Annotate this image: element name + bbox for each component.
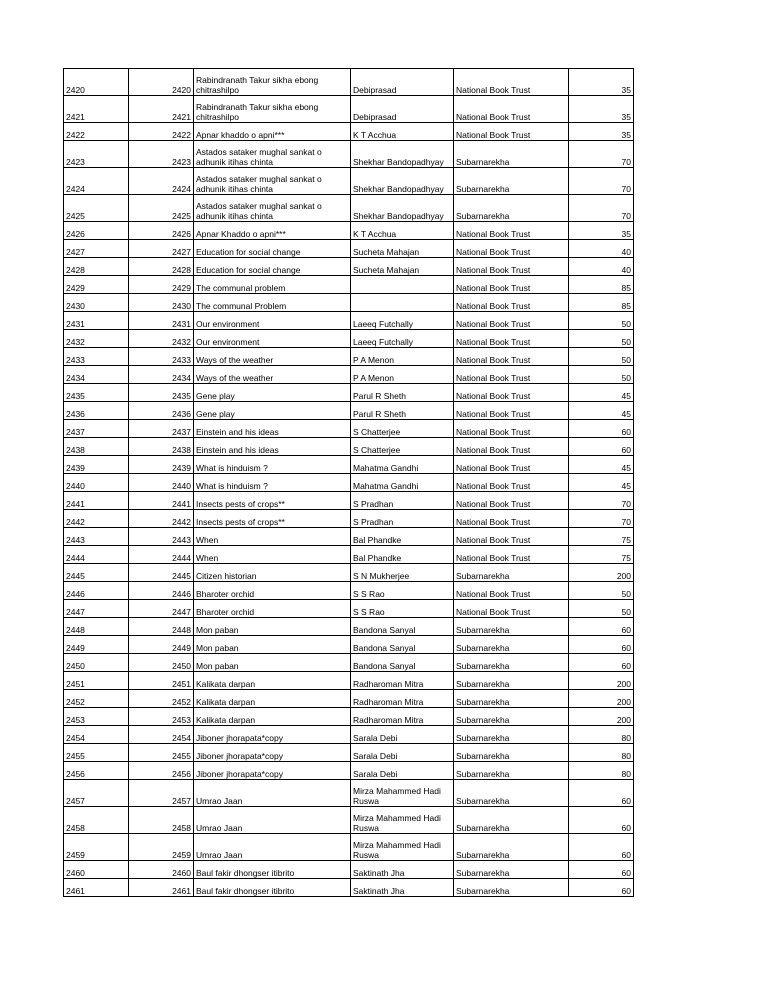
book-title-cell: Einstein and his ideas [194,420,351,438]
author-cell: S Chatterjee [351,420,454,438]
book-register-table [63,68,634,897]
author-cell: S S Rao [351,600,454,618]
serial-number-cell: 2420 [64,69,129,96]
price-cell: 50 [569,348,634,366]
serial-number-cell: 2431 [64,312,129,330]
table-row [64,384,634,402]
book-title-cell: Kalikata darpan [194,690,351,708]
book-title-cell: Ways of the weather [194,348,351,366]
accession-number-cell: 2422 [129,123,194,141]
price-cell: 50 [569,600,634,618]
publisher-cell: National Book Trust [454,456,569,474]
publisher-cell: Subarnarekha [454,879,569,897]
serial-number-cell: 2455 [64,744,129,762]
price-cell: 50 [569,330,634,348]
publisher-cell: Subarnarekha [454,672,569,690]
book-title-cell: Our environment [194,330,351,348]
accession-number-cell: 2455 [129,744,194,762]
author-cell: S N Mukherjee [351,564,454,582]
table-row [64,456,634,474]
accession-number-cell: 2432 [129,330,194,348]
author-cell: Sarala Debi [351,726,454,744]
book-title-cell: Gene play [194,402,351,420]
serial-number-cell: 2430 [64,294,129,312]
book-title-cell: Ways of the weather [194,366,351,384]
table-row [64,861,634,879]
book-title-cell: Gene play [194,384,351,402]
accession-number-cell: 2431 [129,312,194,330]
author-cell: S Pradhan [351,492,454,510]
serial-number-cell: 2424 [64,168,129,195]
book-title-cell: Education for social change [194,258,351,276]
serial-number-cell: 2458 [64,807,129,834]
table-row [64,528,634,546]
table-row [64,474,634,492]
author-cell: Parul R Sheth [351,402,454,420]
author-cell: Mirza Mahammed Hadi Ruswa [351,780,454,807]
serial-number-cell: 2425 [64,195,129,222]
table-row [64,141,634,168]
accession-number-cell: 2457 [129,780,194,807]
book-title-cell: Mon paban [194,636,351,654]
author-cell: K T Acchua [351,123,454,141]
book-title-cell: Insects pests of crops** [194,510,351,528]
accession-number-cell: 2421 [129,96,194,123]
table-row [64,690,634,708]
accession-number-cell: 2434 [129,366,194,384]
accession-number-cell: 2454 [129,726,194,744]
book-title-cell: What is hinduism ? [194,474,351,492]
author-cell: P A Menon [351,366,454,384]
table-row [64,312,634,330]
table-row [64,69,634,96]
price-cell: 70 [569,510,634,528]
table-row [64,438,634,456]
price-cell: 70 [569,141,634,168]
serial-number-cell: 2427 [64,240,129,258]
book-title-cell: Jiboner jhorapata*copy [194,762,351,780]
price-cell: 35 [569,222,634,240]
publisher-cell: National Book Trust [454,258,569,276]
price-cell: 60 [569,861,634,879]
accession-number-cell: 2458 [129,807,194,834]
table-row [64,618,634,636]
author-cell: Bandona Sanyal [351,636,454,654]
serial-number-cell: 2445 [64,564,129,582]
serial-number-cell: 2436 [64,402,129,420]
author-cell: Radharoman Mitra [351,708,454,726]
book-title-cell: Jiboner jhorapata*copy [194,726,351,744]
author-cell: K T Acchua [351,222,454,240]
serial-number-cell: 2459 [64,834,129,861]
price-cell: 60 [569,807,634,834]
accession-number-cell: 2450 [129,654,194,672]
book-title-cell: Our environment [194,312,351,330]
publisher-cell: Subarnarekha [454,744,569,762]
serial-number-cell: 2432 [64,330,129,348]
table-row [64,744,634,762]
serial-number-cell: 2439 [64,456,129,474]
publisher-cell: National Book Trust [454,582,569,600]
publisher-cell: National Book Trust [454,276,569,294]
serial-number-cell: 2457 [64,780,129,807]
serial-number-cell: 2453 [64,708,129,726]
publisher-cell: Subarnarekha [454,780,569,807]
price-cell: 70 [569,168,634,195]
publisher-cell: Subarnarekha [454,807,569,834]
serial-number-cell: 2435 [64,384,129,402]
publisher-cell: Subarnarekha [454,834,569,861]
publisher-cell: Subarnarekha [454,708,569,726]
table-row [64,564,634,582]
publisher-cell: National Book Trust [454,222,569,240]
serial-number-cell: 2423 [64,141,129,168]
serial-number-cell: 2421 [64,96,129,123]
table-row [64,636,634,654]
accession-number-cell: 2441 [129,492,194,510]
accession-number-cell: 2429 [129,276,194,294]
book-title-cell: Mon paban [194,618,351,636]
book-title-cell: Apnar khaddo o apni*** [194,123,351,141]
author-cell: Mirza Mahammed Hadi Ruswa [351,807,454,834]
price-cell: 50 [569,366,634,384]
price-cell: 35 [569,96,634,123]
book-title-cell: Kalikata darpan [194,672,351,690]
publisher-cell: National Book Trust [454,69,569,96]
accession-number-cell: 2459 [129,834,194,861]
publisher-cell: Subarnarekha [454,726,569,744]
table-row [64,168,634,195]
accession-number-cell: 2430 [129,294,194,312]
table-row [64,600,634,618]
table-row [64,546,634,564]
price-cell: 200 [569,564,634,582]
accession-number-cell: 2424 [129,168,194,195]
author-cell: S S Rao [351,582,454,600]
author-cell: Mahatma Gandhi [351,474,454,492]
book-title-cell: Umrao Jaan [194,807,351,834]
price-cell: 80 [569,726,634,744]
accession-number-cell: 2449 [129,636,194,654]
table-row [64,510,634,528]
publisher-cell: National Book Trust [454,510,569,528]
publisher-cell: National Book Trust [454,240,569,258]
publisher-cell: National Book Trust [454,474,569,492]
author-cell: Radharoman Mitra [351,672,454,690]
serial-number-cell: 2456 [64,762,129,780]
author-cell: Shekhar Bandopadhyay [351,195,454,222]
author-cell: Debiprasad [351,96,454,123]
table-row [64,780,634,807]
publisher-cell: National Book Trust [454,366,569,384]
book-title-cell: Education for social change [194,240,351,258]
publisher-cell: Subarnarekha [454,564,569,582]
publisher-cell: National Book Trust [454,384,569,402]
accession-number-cell: 2427 [129,240,194,258]
author-cell: Laeeq Futchally [351,312,454,330]
accession-number-cell: 2428 [129,258,194,276]
price-cell: 70 [569,195,634,222]
serial-number-cell: 2452 [64,690,129,708]
publisher-cell: National Book Trust [454,312,569,330]
publisher-cell: Subarnarekha [454,861,569,879]
serial-number-cell: 2422 [64,123,129,141]
author-cell: Bal Phandke [351,528,454,546]
serial-number-cell: 2448 [64,618,129,636]
table-row [64,726,634,744]
accession-number-cell: 2420 [129,69,194,96]
serial-number-cell: 2426 [64,222,129,240]
price-cell: 40 [569,258,634,276]
accession-number-cell: 2436 [129,402,194,420]
table-row [64,582,634,600]
price-cell: 60 [569,438,634,456]
author-cell: S Pradhan [351,510,454,528]
table-row [64,708,634,726]
accession-number-cell: 2438 [129,438,194,456]
book-title-cell: Bharoter orchid [194,582,351,600]
book-title-cell: Insects pests of crops** [194,492,351,510]
publisher-cell: National Book Trust [454,546,569,564]
accession-number-cell: 2440 [129,474,194,492]
book-title-cell: Kalikata darpan [194,708,351,726]
price-cell: 60 [569,780,634,807]
publisher-cell: National Book Trust [454,600,569,618]
table-row [64,258,634,276]
price-cell: 85 [569,294,634,312]
publisher-cell: National Book Trust [454,492,569,510]
book-title-cell: The communal Problem [194,294,351,312]
publisher-cell: Subarnarekha [454,195,569,222]
price-cell: 45 [569,384,634,402]
serial-number-cell: 2441 [64,492,129,510]
author-cell: P A Menon [351,348,454,366]
price-cell: 200 [569,690,634,708]
accession-number-cell: 2426 [129,222,194,240]
price-cell: 75 [569,546,634,564]
table-row [64,420,634,438]
price-cell: 70 [569,492,634,510]
price-cell: 60 [569,420,634,438]
accession-number-cell: 2435 [129,384,194,402]
accession-number-cell: 2439 [129,456,194,474]
publisher-cell: National Book Trust [454,402,569,420]
table-row [64,240,634,258]
book-title-cell: When [194,528,351,546]
serial-number-cell: 2450 [64,654,129,672]
accession-number-cell: 2446 [129,582,194,600]
author-cell: Shekhar Bandopadhyay [351,168,454,195]
book-title-cell: Astados sataker mughal sankat o adhunik itihas chinta [194,168,351,195]
table-row [64,672,634,690]
book-title-cell: Baul fakir dhongser itibrito [194,861,351,879]
serial-number-cell: 2460 [64,861,129,879]
accession-number-cell: 2442 [129,510,194,528]
price-cell: 60 [569,636,634,654]
author-cell: Bal Phandke [351,546,454,564]
publisher-cell: National Book Trust [454,96,569,123]
accession-number-cell: 2461 [129,879,194,897]
serial-number-cell: 2440 [64,474,129,492]
price-cell: 75 [569,528,634,546]
author-cell: Saktinath Jha [351,861,454,879]
publisher-cell: National Book Trust [454,123,569,141]
serial-number-cell: 2449 [64,636,129,654]
serial-number-cell: 2443 [64,528,129,546]
price-cell: 60 [569,834,634,861]
price-cell: 200 [569,672,634,690]
accession-number-cell: 2425 [129,195,194,222]
author-cell: Bandona Sanyal [351,618,454,636]
table-row [64,276,634,294]
price-cell: 35 [569,123,634,141]
book-title-cell: The communal problem [194,276,351,294]
accession-number-cell: 2460 [129,861,194,879]
publisher-cell: Subarnarekha [454,618,569,636]
serial-number-cell: 2444 [64,546,129,564]
price-cell: 45 [569,456,634,474]
book-title-cell: Umrao Jaan [194,780,351,807]
book-title-cell: When [194,546,351,564]
accession-number-cell: 2451 [129,672,194,690]
book-title-cell: Umrao Jaan [194,834,351,861]
author-cell: Parul R Sheth [351,384,454,402]
price-cell: 60 [569,879,634,897]
price-cell: 45 [569,474,634,492]
author-cell: Debiprasad [351,69,454,96]
book-title-cell: Bharoter orchid [194,600,351,618]
book-title-cell: Rabindranath Takur sikha ebong chitrashilpo [194,96,351,123]
table-row [64,879,634,897]
accession-number-cell: 2445 [129,564,194,582]
serial-number-cell: 2438 [64,438,129,456]
author-cell: Sarala Debi [351,744,454,762]
publisher-cell: National Book Trust [454,420,569,438]
accession-number-cell: 2423 [129,141,194,168]
accession-number-cell: 2443 [129,528,194,546]
accession-number-cell: 2452 [129,690,194,708]
publisher-cell: Subarnarekha [454,762,569,780]
author-cell: Mirza Mahammed Hadi Ruswa [351,834,454,861]
serial-number-cell: 2433 [64,348,129,366]
table-row [64,402,634,420]
price-cell: 80 [569,762,634,780]
author-cell [351,294,454,312]
publisher-cell: National Book Trust [454,348,569,366]
book-title-cell: Baul fakir dhongser itibrito [194,879,351,897]
book-title-cell: What is hinduism ? [194,456,351,474]
author-cell: Mahatma Gandhi [351,456,454,474]
price-cell: 60 [569,618,634,636]
author-cell: S Chatterjee [351,438,454,456]
publisher-cell: Subarnarekha [454,636,569,654]
accession-number-cell: 2448 [129,618,194,636]
book-title-cell: Apnar Khaddo o apni*** [194,222,351,240]
table-row [64,222,634,240]
serial-number-cell: 2428 [64,258,129,276]
author-cell: Radharoman Mitra [351,690,454,708]
publisher-cell: National Book Trust [454,528,569,546]
price-cell: 200 [569,708,634,726]
table-row [64,492,634,510]
publisher-cell: Subarnarekha [454,654,569,672]
accession-number-cell: 2444 [129,546,194,564]
serial-number-cell: 2447 [64,600,129,618]
table-row [64,807,634,834]
serial-number-cell: 2446 [64,582,129,600]
table-row [64,348,634,366]
serial-number-cell: 2442 [64,510,129,528]
serial-number-cell: 2454 [64,726,129,744]
author-cell: Saktinath Jha [351,879,454,897]
publisher-cell: National Book Trust [454,438,569,456]
publisher-cell: National Book Trust [454,330,569,348]
accession-number-cell: 2447 [129,600,194,618]
serial-number-cell: 2451 [64,672,129,690]
serial-number-cell: 2437 [64,420,129,438]
author-cell: Sucheta Mahajan [351,258,454,276]
price-cell: 45 [569,402,634,420]
book-title-cell: Citizen historian [194,564,351,582]
author-cell: Sucheta Mahajan [351,240,454,258]
table-row [64,366,634,384]
author-cell: Bandona Sanyal [351,654,454,672]
book-title-cell: Rabindranath Takur sikha ebong chitrashilpo [194,69,351,96]
accession-number-cell: 2437 [129,420,194,438]
serial-number-cell: 2461 [64,879,129,897]
author-cell: Shekhar Bandopadhyay [351,141,454,168]
serial-number-cell: 2429 [64,276,129,294]
price-cell: 50 [569,312,634,330]
author-cell: Laeeq Futchally [351,330,454,348]
table-body [64,69,634,897]
table-row [64,294,634,312]
table-row [64,654,634,672]
book-title-cell: Einstein and his ideas [194,438,351,456]
publisher-cell: National Book Trust [454,294,569,312]
table-row [64,96,634,123]
accession-number-cell: 2453 [129,708,194,726]
price-cell: 35 [569,69,634,96]
accession-number-cell: 2456 [129,762,194,780]
serial-number-cell: 2434 [64,366,129,384]
book-title-cell: Mon paban [194,654,351,672]
price-cell: 80 [569,744,634,762]
table-row [64,195,634,222]
author-cell: Sarala Debi [351,762,454,780]
author-cell [351,276,454,294]
table-row [64,834,634,861]
table-row [64,330,634,348]
price-cell: 50 [569,582,634,600]
accession-number-cell: 2433 [129,348,194,366]
price-cell: 40 [569,240,634,258]
book-title-cell: Jiboner jhorapata*copy [194,744,351,762]
price-cell: 60 [569,654,634,672]
table-row [64,762,634,780]
publisher-cell: Subarnarekha [454,141,569,168]
book-title-cell: Astados sataker mughal sankat o adhunik itihas chinta [194,195,351,222]
table-row [64,123,634,141]
publisher-cell: Subarnarekha [454,690,569,708]
book-title-cell: Astados sataker mughal sankat o adhunik itihas chinta [194,141,351,168]
price-cell: 85 [569,276,634,294]
publisher-cell: Subarnarekha [454,168,569,195]
